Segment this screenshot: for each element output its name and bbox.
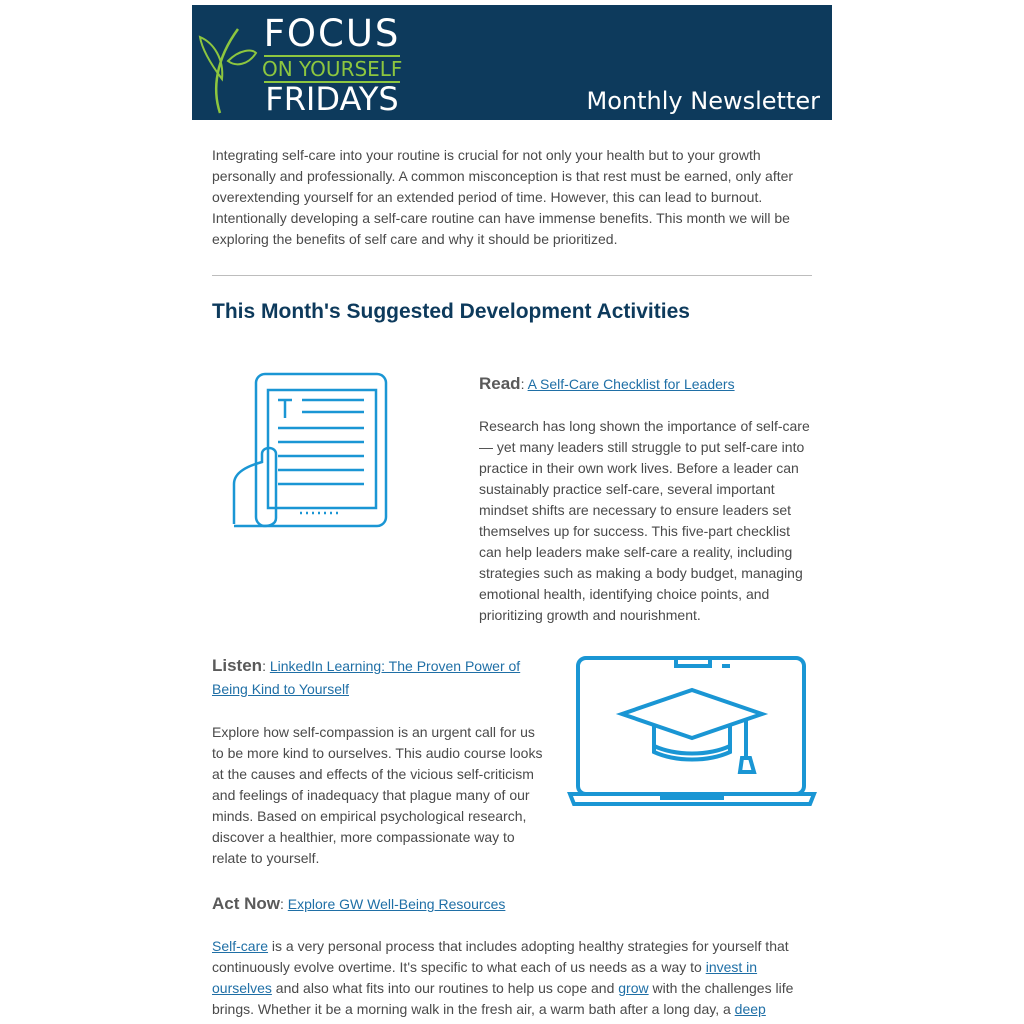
section-title: This Month's Suggested Development Activities: [212, 300, 690, 323]
act-text-2: and also what fits into our routines to help us cope and: [271, 980, 619, 996]
act-text-3: with the challenges life brings. Whether it be a morning walk in the fresh air, a warm bath after a long day, a: [212, 980, 794, 1017]
brand-focus: FOCUS: [263, 12, 401, 55]
deep-link[interactable]: deep: [734, 1001, 766, 1017]
newsletter-banner: [192, 5, 832, 120]
read-label: Read: [479, 374, 521, 393]
section-divider: [212, 275, 812, 276]
act-label: Act Now: [212, 894, 280, 913]
leaf-logo-icon: [198, 19, 258, 115]
act-now-activity: Act Now: Explore GW Well-Being Resources Self-care is a very personal process that includes adopting healthy strategies for yourself that continuously evolve overtime. It's specific to what each of us needs as a way to invest in ourselves and also what fits into our routines to help us cope and grow with the challenges life brings. Whether it be a morning walk in the fresh air, a warm bath after a long day, a deep: [212, 894, 812, 1020]
read-description: Research has long shown the importance of self-care — yet many leaders still struggle to put self-care into practice in their own work lives. Before a leader can sustainably practice self-care, several important mindset shifts are necessary to ensure leaders set themselves up for success. This five-part checklist can help leaders make self-care a reality, including strategies such as making a body budget, managing emotional health, identifying choice points, and prioritizing growth and nourishment.: [479, 418, 810, 623]
brand-fridays: FRIDAYS: [265, 80, 399, 118]
brand-on-yourself: ON YOURSELF: [262, 57, 403, 81]
intro-paragraph: Integrating self-care into your routine is crucial for not only your health but to your growth personally and professionally. A common misconception is that rest must be earned, only after overextending yourself for an extended period of time. However, this can lead to burnout. Intentionally developing a self-care routine can have immense benefits. This month we will be exploring the benefits of self care and why it should be prioritized.: [212, 147, 794, 247]
act-link[interactable]: Explore GW Well-Being Resources: [287, 896, 506, 912]
grow-link[interactable]: grow: [618, 980, 649, 996]
listen-activity: Listen: LinkedIn Learning: The Proven Power of Being Kind to Yourself Explore how self-compassion is an urgent call for us to be more kind to ourselves. This audio course looks at the causes and effects of the vicious self-criticism and feelings of inadequacy that plague many of our minds. Based on empirical psychological research, discover a healthier, more compassionate way to relate to yourself.: [212, 655, 546, 869]
read-activity: Read: A Self-Care Checklist for Leaders Research has long shown the importance of self-care — yet many leaders still struggle to put self-care into practice in their own work lives. Before a leader can sustainably practice self-care, several important mindset shifts are necessary to ensure leaders set themselves up for success. This five-part checklist can help leaders make self-care a reality, including strategies such as making a body budget, managing emotional health, identifying choice points, and prioritizing growth and nourishment.: [479, 374, 815, 626]
read-link[interactable]: A Self-Care Checklist for Leaders: [527, 376, 735, 392]
self-care-link[interactable]: Self-care: [212, 938, 269, 954]
invest-link[interactable]: invest in ourselves: [212, 959, 758, 996]
banner-subtitle: Monthly Newsletter: [586, 87, 820, 115]
act-paragraph: [212, 936, 812, 1020]
listen-label: Listen: [212, 656, 263, 675]
laptop-graduation-icon: [566, 654, 818, 812]
listen-link[interactable]: LinkedIn Learning: The Proven Power of Being Kind to Yourself: [212, 658, 521, 697]
tablet-reading-icon: [228, 368, 394, 532]
listen-description: Explore how self-compassion is an urgent call for us to be more kind to ourselves. This audio course looks at the causes and effects of the vicious self-criticism and feelings of inadequacy that plague many of our minds. Based on empirical psychological research, discover a healthier, more compassionate way to relate to yourself.: [212, 724, 543, 866]
act-text-1: is a very personal process that includes adopting healthy strategies for yourself that continuously evolve overtime. It's specific to what each of us needs as a way to: [212, 938, 789, 975]
